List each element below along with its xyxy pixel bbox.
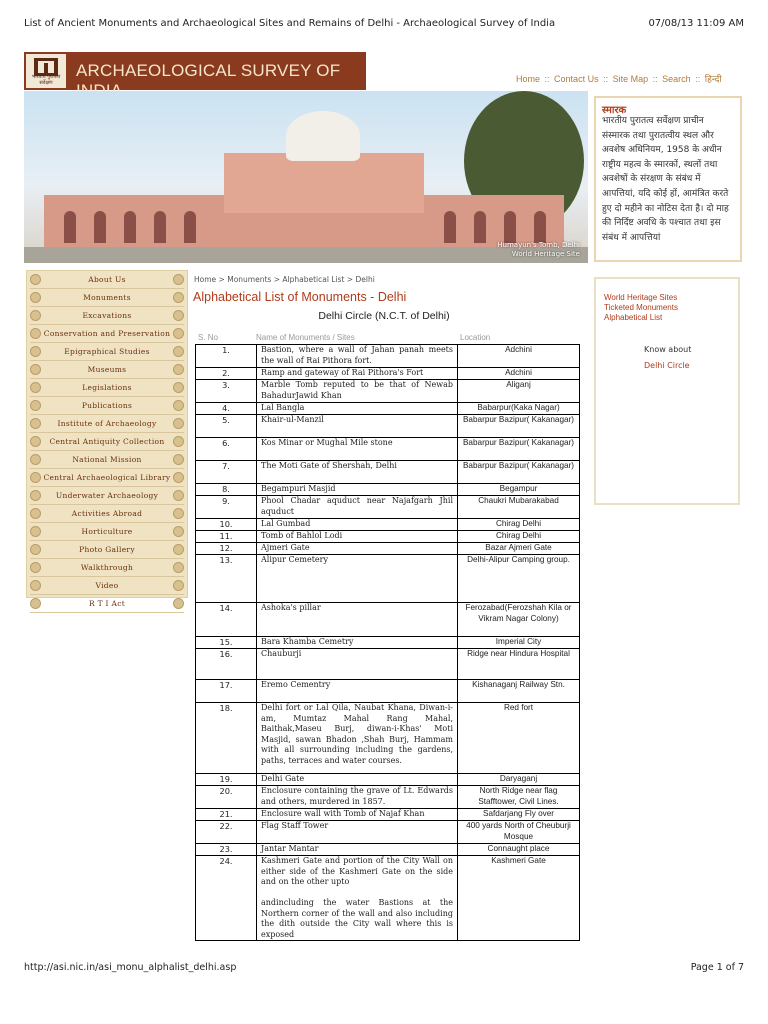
bullet-icon (30, 364, 41, 375)
nav-search-link[interactable]: Search (662, 74, 691, 84)
banner-image (24, 91, 588, 263)
footer-url: http://asi.nic.in/asi_monu_alphalist_delhi.asp (24, 962, 237, 973)
bullet-icon (30, 544, 41, 555)
monument-location: Chirag Delhi (458, 519, 580, 531)
bullet-icon (30, 292, 41, 303)
bullet-icon (173, 454, 184, 465)
table-row (196, 649, 580, 680)
monument-location: Aliganj (458, 380, 580, 403)
monuments-table (195, 344, 580, 941)
monument-location: Safdarjang Fly over (458, 809, 580, 821)
row-number: 18. (196, 703, 257, 774)
emblem-caption: भारतीय पुरातत्व सर्वेक्षण (31, 74, 61, 86)
monument-name: Ramp and gateway of Rai Pithora's Fort (257, 368, 458, 380)
footer-page-number: Page 1 of 7 (690, 962, 744, 973)
table-row (196, 703, 580, 774)
col-header-name: Name of Monuments / Sites (256, 333, 355, 342)
menu-item-about-us[interactable]: About Us (30, 271, 184, 289)
news-box (594, 96, 742, 262)
bullet-icon (30, 418, 41, 429)
row-number: 9. (196, 496, 257, 519)
menu-item-legislations[interactable]: Legislations (30, 379, 184, 397)
monument-name: Chauburji (257, 649, 458, 680)
print-title: List of Ancient Monuments and Archaeological Sites and Remains of Delhi - Archaeological Survey of India (24, 18, 556, 29)
menu-item-national-mission[interactable]: National Mission (30, 451, 184, 469)
table-row (196, 821, 580, 844)
breadcrumb-alphabetical-list[interactable]: Alphabetical List (282, 275, 345, 284)
table-row (196, 555, 580, 603)
table-row (196, 680, 580, 703)
bullet-icon (173, 526, 184, 537)
row-number: 22. (196, 821, 257, 844)
monument-name: Begampuri Masjid (257, 484, 458, 496)
row-number: 20. (196, 786, 257, 809)
menu-item-monuments[interactable]: Monuments (30, 289, 184, 307)
monument-location: North Ridge near flag Stafftower, Civil Lines. (458, 786, 580, 809)
bullet-icon (173, 382, 184, 393)
monument-name: Ashoka's pillar (257, 603, 458, 637)
row-number: 17. (196, 680, 257, 703)
monument-location: 400 yards North of Cheuburji Mosque (458, 821, 580, 844)
table-row (196, 519, 580, 531)
menu-item-excavations[interactable]: Excavations (30, 307, 184, 325)
monuments-table-body (196, 345, 580, 941)
row-number: 7. (196, 461, 257, 484)
monument-name: Flag Staff Tower (257, 821, 458, 844)
monument-name: Delhi fort or Lal Qila, Naubat Khana, Diwan-i-am, Mumtaz Mahal Rang Mahal, Baithak,Maseu Burj, diwan-i-Khas' Moti Masjid, sawan Bhadon ,Shah Burj, Hammam with all surrounding including the gardens, paths, terraces and water courses. (257, 703, 458, 774)
nav-separator: :: (544, 74, 553, 84)
bullet-icon (30, 490, 41, 501)
bullet-icon (30, 472, 41, 483)
bullet-icon (173, 562, 184, 573)
monument-location: Kashmeri Gate (458, 856, 580, 941)
col-header-location: Location (460, 333, 491, 342)
bullet-icon (30, 562, 41, 573)
monument-name: Bara Khamba Cemetry (257, 637, 458, 649)
bullet-icon (30, 310, 41, 321)
bullet-icon (173, 490, 184, 501)
dome-graphic (286, 111, 360, 161)
row-number: 4. (196, 403, 257, 415)
breadcrumb-monuments[interactable]: Monuments (227, 275, 272, 284)
monument-name: Kos Minar or Mughal Mile stone (257, 438, 458, 461)
row-number: 6. (196, 438, 257, 461)
table-row (196, 415, 580, 438)
link-delhi-circle[interactable]: Delhi Circle (644, 361, 690, 370)
menu-item-publications[interactable]: Publications (30, 397, 184, 415)
monument-location: Begampur (458, 484, 580, 496)
table-row (196, 844, 580, 856)
table-row (196, 380, 580, 403)
row-number: 2. (196, 368, 257, 380)
row-number: 16. (196, 649, 257, 680)
bullet-icon (30, 328, 41, 339)
menu-item-rti-act[interactable]: R T I Act (30, 595, 184, 613)
menu-item-walkthrough[interactable]: Walkthrough (30, 559, 184, 577)
news-title: स्मारक (602, 105, 627, 116)
nav-separator: :: (695, 74, 703, 84)
table-row (196, 484, 580, 496)
monument-name: Eremo Cementry (257, 680, 458, 703)
monument-name: Lal Bangla (257, 403, 458, 415)
table-row (196, 774, 580, 786)
menu-item-horticulture[interactable]: Horticulture (30, 523, 184, 541)
menu-item-activities-abroad[interactable]: Activities Abroad (30, 505, 184, 523)
news-body: भारतीय पुरातत्व सर्वेक्षण प्राचीन संस्मारक तथा पुरातत्वीय स्थल और अवशेष अधिनियम, 1958 के अधीन राष्ट्रीय महत्व के स्मारकों, स्थलों तथा अवशेषों के संरक्षण के संबंध में आपत्तियां, यदि कोई हों, आमंत्रित करते हुए दो महीने का नोटिस देता है। दो माह की निर्दिष्ट अवधि के पश्चात तथा इस संबंध में आपत्तियां (602, 116, 729, 243)
col-header-sno: S. No (198, 333, 219, 342)
monument-name: Khair-ul-Manzil (257, 415, 458, 438)
asi-emblem-icon (26, 54, 66, 88)
breadcrumb: Home > Monuments > Alphabetical List > Delhi (194, 275, 375, 284)
site-logo-bar[interactable] (24, 52, 366, 90)
menu-item-photo-gallery[interactable]: Photo Gallery (30, 541, 184, 559)
nav-hindi-link[interactable]: हिन्दी (704, 74, 722, 84)
row-number: 19. (196, 774, 257, 786)
monument-name: Phool Chadar aquduct near Najafgarh Jhil aquduct (257, 496, 458, 519)
bullet-icon (173, 598, 184, 609)
menu-item-conservation[interactable]: Conservation and Preservation (30, 325, 184, 343)
monument-name: Marble Tomb reputed to be that of Newab BahadurJawid Khan (257, 380, 458, 403)
print-datetime: 07/08/13 11:09 AM (648, 18, 744, 29)
bullet-icon (173, 508, 184, 519)
bullet-icon (30, 598, 41, 609)
monument-name: Alipur Cemetery (257, 555, 458, 603)
monument-name: Kashmeri Gate and portion of the City Wall on either side of the Kashmeri Gate on the side and on the other upto andincluding the water Bastions at the Northern corner of the wall and also including the dith outside the City wall where this is exposed (257, 856, 458, 941)
menu-item-museums[interactable]: Museums (30, 361, 184, 379)
print-header (24, 18, 744, 32)
monument-name: Delhi Gate (257, 774, 458, 786)
link-alphabetical-list[interactable]: Alphabetical List (604, 313, 663, 322)
breadcrumb-home[interactable]: Home (194, 275, 217, 284)
bullet-icon (173, 274, 184, 285)
row-number: 13. (196, 555, 257, 603)
table-row (196, 637, 580, 649)
link-ticketed-monuments[interactable]: Ticketed Monuments (604, 303, 678, 312)
right-sidebar-box (594, 277, 740, 505)
banner-caption: Humayun's Tomb, Delhi World Heritage Site (497, 241, 580, 258)
table-row (196, 438, 580, 461)
monument-name: Ajmeri Gate (257, 543, 458, 555)
row-number: 5. (196, 415, 257, 438)
bullet-icon (30, 436, 41, 447)
row-number: 11. (196, 531, 257, 543)
row-number: 10. (196, 519, 257, 531)
monument-location: Babarpur Bazipur( Kakanagar) (458, 461, 580, 484)
monument-location: Daryaganj (458, 774, 580, 786)
bullet-icon (173, 346, 184, 357)
monument-name: Lal Gumbad (257, 519, 458, 531)
bullet-icon (173, 400, 184, 411)
bullet-icon (30, 400, 41, 411)
row-number: 24. (196, 856, 257, 941)
monument-name: Enclosure containing the grave of Lt. Edwards and others, murdered in 1857. (257, 786, 458, 809)
menu-item-central-antiquity-collection[interactable]: Central Antiquity Collection (30, 433, 184, 451)
monument-location: Babarpur(Kaka Nagar) (458, 403, 580, 415)
menu-item-epigraphical-studies[interactable]: Epigraphical Studies (30, 343, 184, 361)
table-row (196, 603, 580, 637)
left-menu (26, 270, 188, 608)
bullet-icon (30, 454, 41, 465)
table-row (196, 461, 580, 484)
monument-location: Connaught place (458, 844, 580, 856)
monument-location: Red fort (458, 703, 580, 774)
know-about-label: Know about (644, 345, 692, 354)
nav-sitemap-link[interactable]: Site Map (612, 74, 649, 84)
bullet-icon (30, 382, 41, 393)
bullet-icon (30, 274, 41, 285)
row-number: 1. (196, 345, 257, 368)
bullet-icon (173, 364, 184, 375)
bullet-icon (30, 346, 41, 357)
bullet-icon (173, 472, 184, 483)
monument-location: Ferozabad(Ferozshah Kila or Vikram Nagar Colony) (458, 603, 580, 637)
table-row (196, 345, 580, 368)
bullet-icon (173, 328, 184, 339)
monument-location: Imperial City (458, 637, 580, 649)
row-number: 14. (196, 603, 257, 637)
monument-location: Ridge near Hindura Hospital (458, 649, 580, 680)
menu-item-institute-of-archaeology[interactable]: Institute of Archaeology (30, 415, 184, 433)
monument-location: Chaukri Mubarakabad (458, 496, 580, 519)
bullet-icon (173, 436, 184, 447)
table-row (196, 496, 580, 519)
monument-location: Delhi-Alipur Camping group. (458, 555, 580, 603)
menu-item-underwater-archaeology[interactable]: Underwater Archaeology (30, 487, 184, 505)
nav-separator: :: (652, 74, 661, 84)
nav-home-link[interactable]: Home (516, 74, 541, 84)
page-title: Alphabetical List of Monuments - Delhi (193, 290, 407, 304)
monument-name: Enclosure wall with Tomb of Najaf Khan (257, 809, 458, 821)
menu-item-video[interactable]: Video (30, 577, 184, 595)
monument-location: Babarpur Bazipur( Kakanagar) (458, 415, 580, 438)
bullet-icon (173, 418, 184, 429)
tomb-graphic (224, 153, 424, 213)
table-row (196, 786, 580, 809)
bullet-icon (173, 310, 184, 321)
circle-title: Delhi Circle (N.C.T. of Delhi) (318, 310, 450, 322)
monument-location: Adchini (458, 368, 580, 380)
site-name: ARCHAEOLOGICAL SURVEY OF (76, 61, 341, 80)
bullet-icon (30, 580, 41, 591)
row-number: 3. (196, 380, 257, 403)
monument-location: Chirag Delhi (458, 531, 580, 543)
row-number: 8. (196, 484, 257, 496)
bullet-icon (30, 508, 41, 519)
monument-name: Bastion, where a wall of Jahan panah meets the wall of Rai Pithora fort. (257, 345, 458, 368)
table-row (196, 403, 580, 415)
link-world-heritage-sites[interactable]: World Heritage Sites (604, 293, 678, 302)
table-row (196, 531, 580, 543)
monument-location: Babarpur Bazipur( Kakanagar) (458, 438, 580, 461)
row-number: 21. (196, 809, 257, 821)
monument-name: The Moti Gate of Shershah, Delhi (257, 461, 458, 484)
table-row (196, 809, 580, 821)
nav-separator: :: (603, 74, 611, 84)
monument-name: Tomb of Bahlol Lodi (257, 531, 458, 543)
nav-contact-link[interactable]: Contact Us (554, 74, 599, 84)
monument-location: Kishanaganj Railway Stn. (458, 680, 580, 703)
monument-location: Bazar Ajmeri Gate (458, 543, 580, 555)
menu-item-central-archaeological-library[interactable]: Central Archaeological Library (30, 469, 184, 487)
bullet-icon (173, 544, 184, 555)
bullet-icon (173, 292, 184, 303)
top-navigation (516, 72, 724, 85)
table-row (196, 543, 580, 555)
bullet-icon (173, 580, 184, 591)
monument-name: Jantar Mantar (257, 844, 458, 856)
table-row (196, 368, 580, 380)
row-number: 23. (196, 844, 257, 856)
bullet-icon (30, 526, 41, 537)
table-row (196, 856, 580, 941)
breadcrumb-current: Delhi (355, 275, 375, 284)
row-number: 12. (196, 543, 257, 555)
monument-location: Adchini (458, 345, 580, 368)
row-number: 15. (196, 637, 257, 649)
